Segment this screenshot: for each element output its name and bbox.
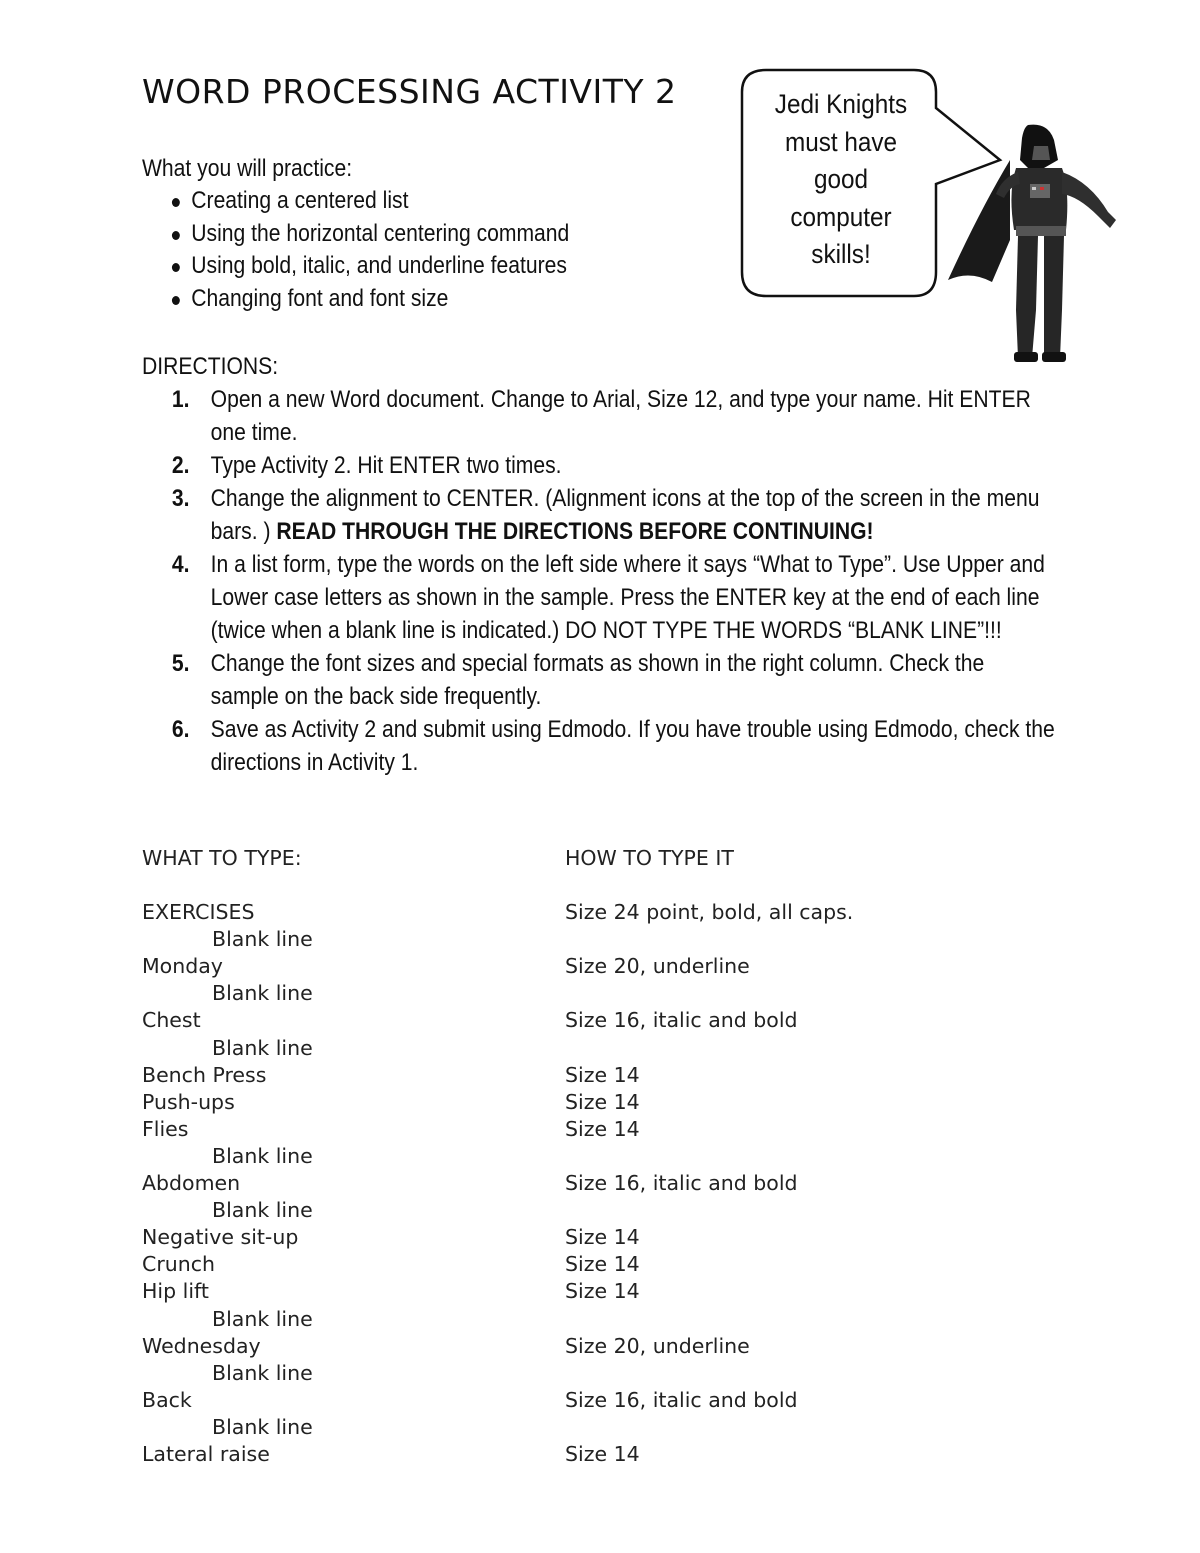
darth-vader-image [940, 120, 1120, 365]
table-row-left: Blank line [212, 1198, 313, 1223]
table-row-left: Flies [142, 1116, 189, 1141]
practice-item: Creating a centered list [142, 185, 569, 218]
direction-step: 1. Open a new Word document. Change to Arial, Size 12, and type your name. Hit ENTER one time. [171, 386, 1031, 446]
table-row-left: Hip lift [142, 1279, 209, 1304]
bullet-icon [172, 263, 180, 272]
table-row-right: Size 16, italic and bold [565, 1387, 798, 1412]
table-row-right: Size 14 [565, 1252, 640, 1277]
directions-section [142, 350, 1055, 779]
table-row-left: Blank line [212, 1360, 313, 1385]
direction-step: 2. Type Activity 2. Hit ENTER two times. [171, 452, 562, 479]
table-row-left: Push-ups [142, 1089, 235, 1114]
practice-item: Using the horizontal centering command [142, 218, 569, 251]
table-row-left: Lateral raise [142, 1442, 270, 1466]
table-row-left: Blank line [212, 1306, 313, 1331]
bullet-icon [172, 231, 180, 240]
table-row-left: Blank line [212, 927, 313, 952]
practice-item: Using bold, italic, and underline features [142, 250, 569, 283]
table-row-left: Crunch [142, 1252, 215, 1277]
table-row-right: Size 14 [565, 1089, 640, 1114]
table-row-right: Size 14 [565, 1442, 640, 1466]
practice-lead: What you will practice: [142, 155, 353, 182]
table-row-left: Blank line [212, 981, 313, 1006]
table-row-right: Size 16, italic and bold [565, 1008, 798, 1033]
direction-step: 3. Change the alignment to CENTER. (Alignment icons at the top of the screen in the menu bars. ) READ THROUGH THE DIRECTIONS BEFORE CONTINUING! [171, 485, 1040, 545]
table-row-right: Size 20, underline [565, 954, 750, 979]
table-row-left: Back [142, 1387, 192, 1412]
table-header-left: WHAT TO TYPE: [142, 846, 302, 870]
table-row-left: Wednesday [142, 1333, 261, 1358]
table-row-right: Size 14 [565, 1062, 640, 1087]
direction-step: 6. Save as Activity 2 and submit using Edmodo. If you have trouble using Edmodo, check the directions in Activity 1. [171, 716, 1055, 776]
table-row-left: Negative sit-up [142, 1225, 299, 1250]
direction-step: 4. In a list form, type the words on the left side where it says “What to Type”. Use Upper and Lower case letters as shown in the sample. Press the ENTER key at the end of each line (twice when a blank line is indicated.) DO NOT TYPE THE WORDS “BLANK LINE”!!! [171, 551, 1045, 644]
directions-heading: DIRECTIONS: [142, 353, 279, 380]
directions-list [142, 383, 1055, 779]
table-row-right: Size 16, italic and bold [565, 1171, 798, 1195]
table-row-left: Monday [142, 954, 223, 979]
bubble-text: Jedi Knights must have good computer skills! [774, 89, 908, 269]
table-row-left: Bench Press [142, 1062, 267, 1087]
table-row-left: Blank line [212, 1143, 313, 1168]
table-row-right: Size 24 point, bold, all caps. [565, 900, 854, 924]
table-row-right: Size 14 [565, 1225, 640, 1250]
direction-step: 5. Change the font sizes and special formats as shown in the right column. Check the sample on the back side frequently. [171, 650, 985, 710]
bullet-icon [172, 296, 180, 305]
table-row-left: Blank line [212, 1035, 313, 1060]
bullet-icon [172, 198, 180, 207]
table-row-left: Blank line [212, 1414, 313, 1439]
practice-list [142, 185, 569, 315]
table-row-right: Size 20, underline [565, 1333, 750, 1358]
table-row-left: EXERCISES [142, 900, 255, 924]
table-row-left: Chest [142, 1008, 201, 1033]
page-title: WORD PROCESSING ACTIVITY 2 [142, 72, 677, 111]
practice-section [142, 152, 569, 315]
practice-item: Changing font and font size [142, 283, 569, 316]
table-row-right: Size 14 [565, 1116, 640, 1141]
table-row-right: Size 14 [565, 1279, 640, 1304]
table-row-left: Abdomen [142, 1171, 241, 1195]
table-header-right: HOW TO TYPE IT [565, 846, 734, 870]
